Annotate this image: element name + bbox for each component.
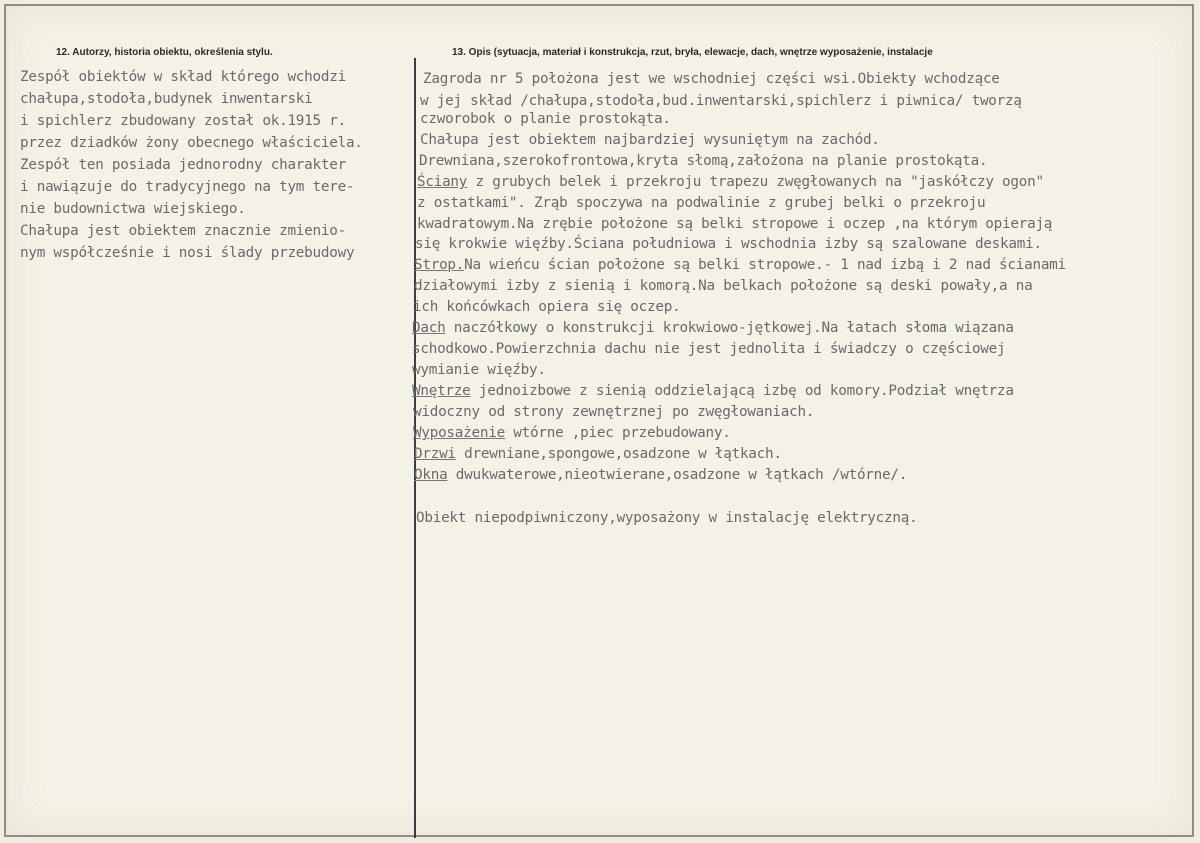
right-line: ich końcówkach opiera się oczep. [413, 299, 681, 315]
walls-label: Ściany [417, 174, 468, 190]
ceiling-label: Strop. [414, 257, 465, 273]
left-line: chałupa,stodoła,budynek inwentarski [20, 91, 313, 107]
right-line [412, 320, 1014, 336]
right-line [413, 425, 731, 441]
left-line: Zespół obiektów w skład którego wchodzi [20, 69, 346, 85]
roof-label: Dach [412, 320, 446, 336]
right-line: schodkowo.Powierzchnia dachu nie jest jednolita i świadczy o częściowej [412, 341, 1006, 357]
right-line: Obiekt niepodpiwniczony,wyposażony w instalację elektryczną. [416, 510, 918, 526]
interior-label: Wnętrze [412, 383, 471, 399]
right-line [412, 383, 1014, 399]
right-line: wymianie więźby. [412, 362, 546, 378]
roof-text: naczółkowy o konstrukcji krokwiowo-jętkowej.Na łatach słoma wiązana [445, 320, 1014, 336]
left-line: przez dziadków żony obecnego właściciela. [20, 135, 363, 151]
right-line: w jej skład /chałupa,stodoła,bud.inwentarski,spichlerz i piwnica/ tworzą [420, 93, 1022, 109]
right-line: działowymi izby z sienią i komorą.Na belkach położone są deski powały,a na [414, 278, 1033, 294]
interior-text: jednoizbowe z sienią oddzielającą izbę od komory.Podział wnętrza [470, 383, 1014, 399]
left-line: nie budownictwa wiejskiego. [20, 201, 246, 217]
right-line: Zagroda nr 5 położona jest we wschodniej części wsi.Obiekty wchodzące [423, 71, 1000, 87]
right-line: Chałupa jest obiektem najbardziej wysuniętym na zachód. [420, 132, 880, 148]
right-line [414, 467, 907, 483]
right-line: widoczny od strony zewnętrznej po zwęgłowaniach. [413, 404, 815, 420]
ceiling-text: Na wieńcu ścian położone są belki stropowe.- 1 nad izbą i 2 nad ścianami [464, 257, 1066, 273]
right-line: się krokwie więźby.Ściana południowa i wschodnia izby są szalowane deskami. [415, 236, 1042, 252]
walls-text: z grubych belek i przekroju trapezu zwęgłowanych na "jaskółczy ogon" [467, 174, 1044, 190]
right-line [414, 257, 1066, 273]
right-line: Drewniana,szerokofrontowa,kryta słomą,założona na planie prostokąta. [419, 153, 988, 169]
left-line: Zespół ten posiada jednorodny charakter [20, 157, 346, 173]
left-line: i nawiązuje do tradycyjnego na tym tere- [20, 179, 355, 195]
left-line: Chałupa jest obiektem znacznie zmienio- [20, 223, 346, 239]
right-line [414, 446, 782, 462]
furnishing-text: wtórne ,piec przebudowany. [504, 425, 731, 441]
right-line: czworobok o planie prostokąta. [420, 111, 671, 127]
doors-text: drewniane,spongowe,osadzone w łątkach. [455, 446, 782, 462]
section-13-heading: 13. Opis (sytuacja, materiał i konstrukcja, rzut, bryła, elewacje, dach, wnętrze wyposażenie, instalacje [452, 47, 933, 58]
right-line: kwadratowym.Na zrębie położone są belki stropowe i oczep ,na którym opierają [417, 216, 1053, 232]
windows-text: dwukwaterowe,nieotwierane,osadzone w łątkach /wtórne/. [447, 467, 908, 483]
windows-label: Okna [414, 467, 448, 483]
left-line: i spichlerz zbudowany został ok.1915 r. [20, 113, 346, 129]
right-line: z ostatkami". Zrąb spoczywa na podwalinie z grubej belki o przekroju [417, 195, 986, 211]
right-line [417, 174, 1044, 190]
left-line: nym współcześnie i nosi ślady przebudowy [20, 245, 355, 261]
furnishing-label: Wyposażenie [413, 425, 505, 441]
doors-label: Drzwi [414, 446, 456, 462]
section-12-heading: 12. Autorzy, historia obiektu, określenia stylu. [56, 47, 273, 58]
